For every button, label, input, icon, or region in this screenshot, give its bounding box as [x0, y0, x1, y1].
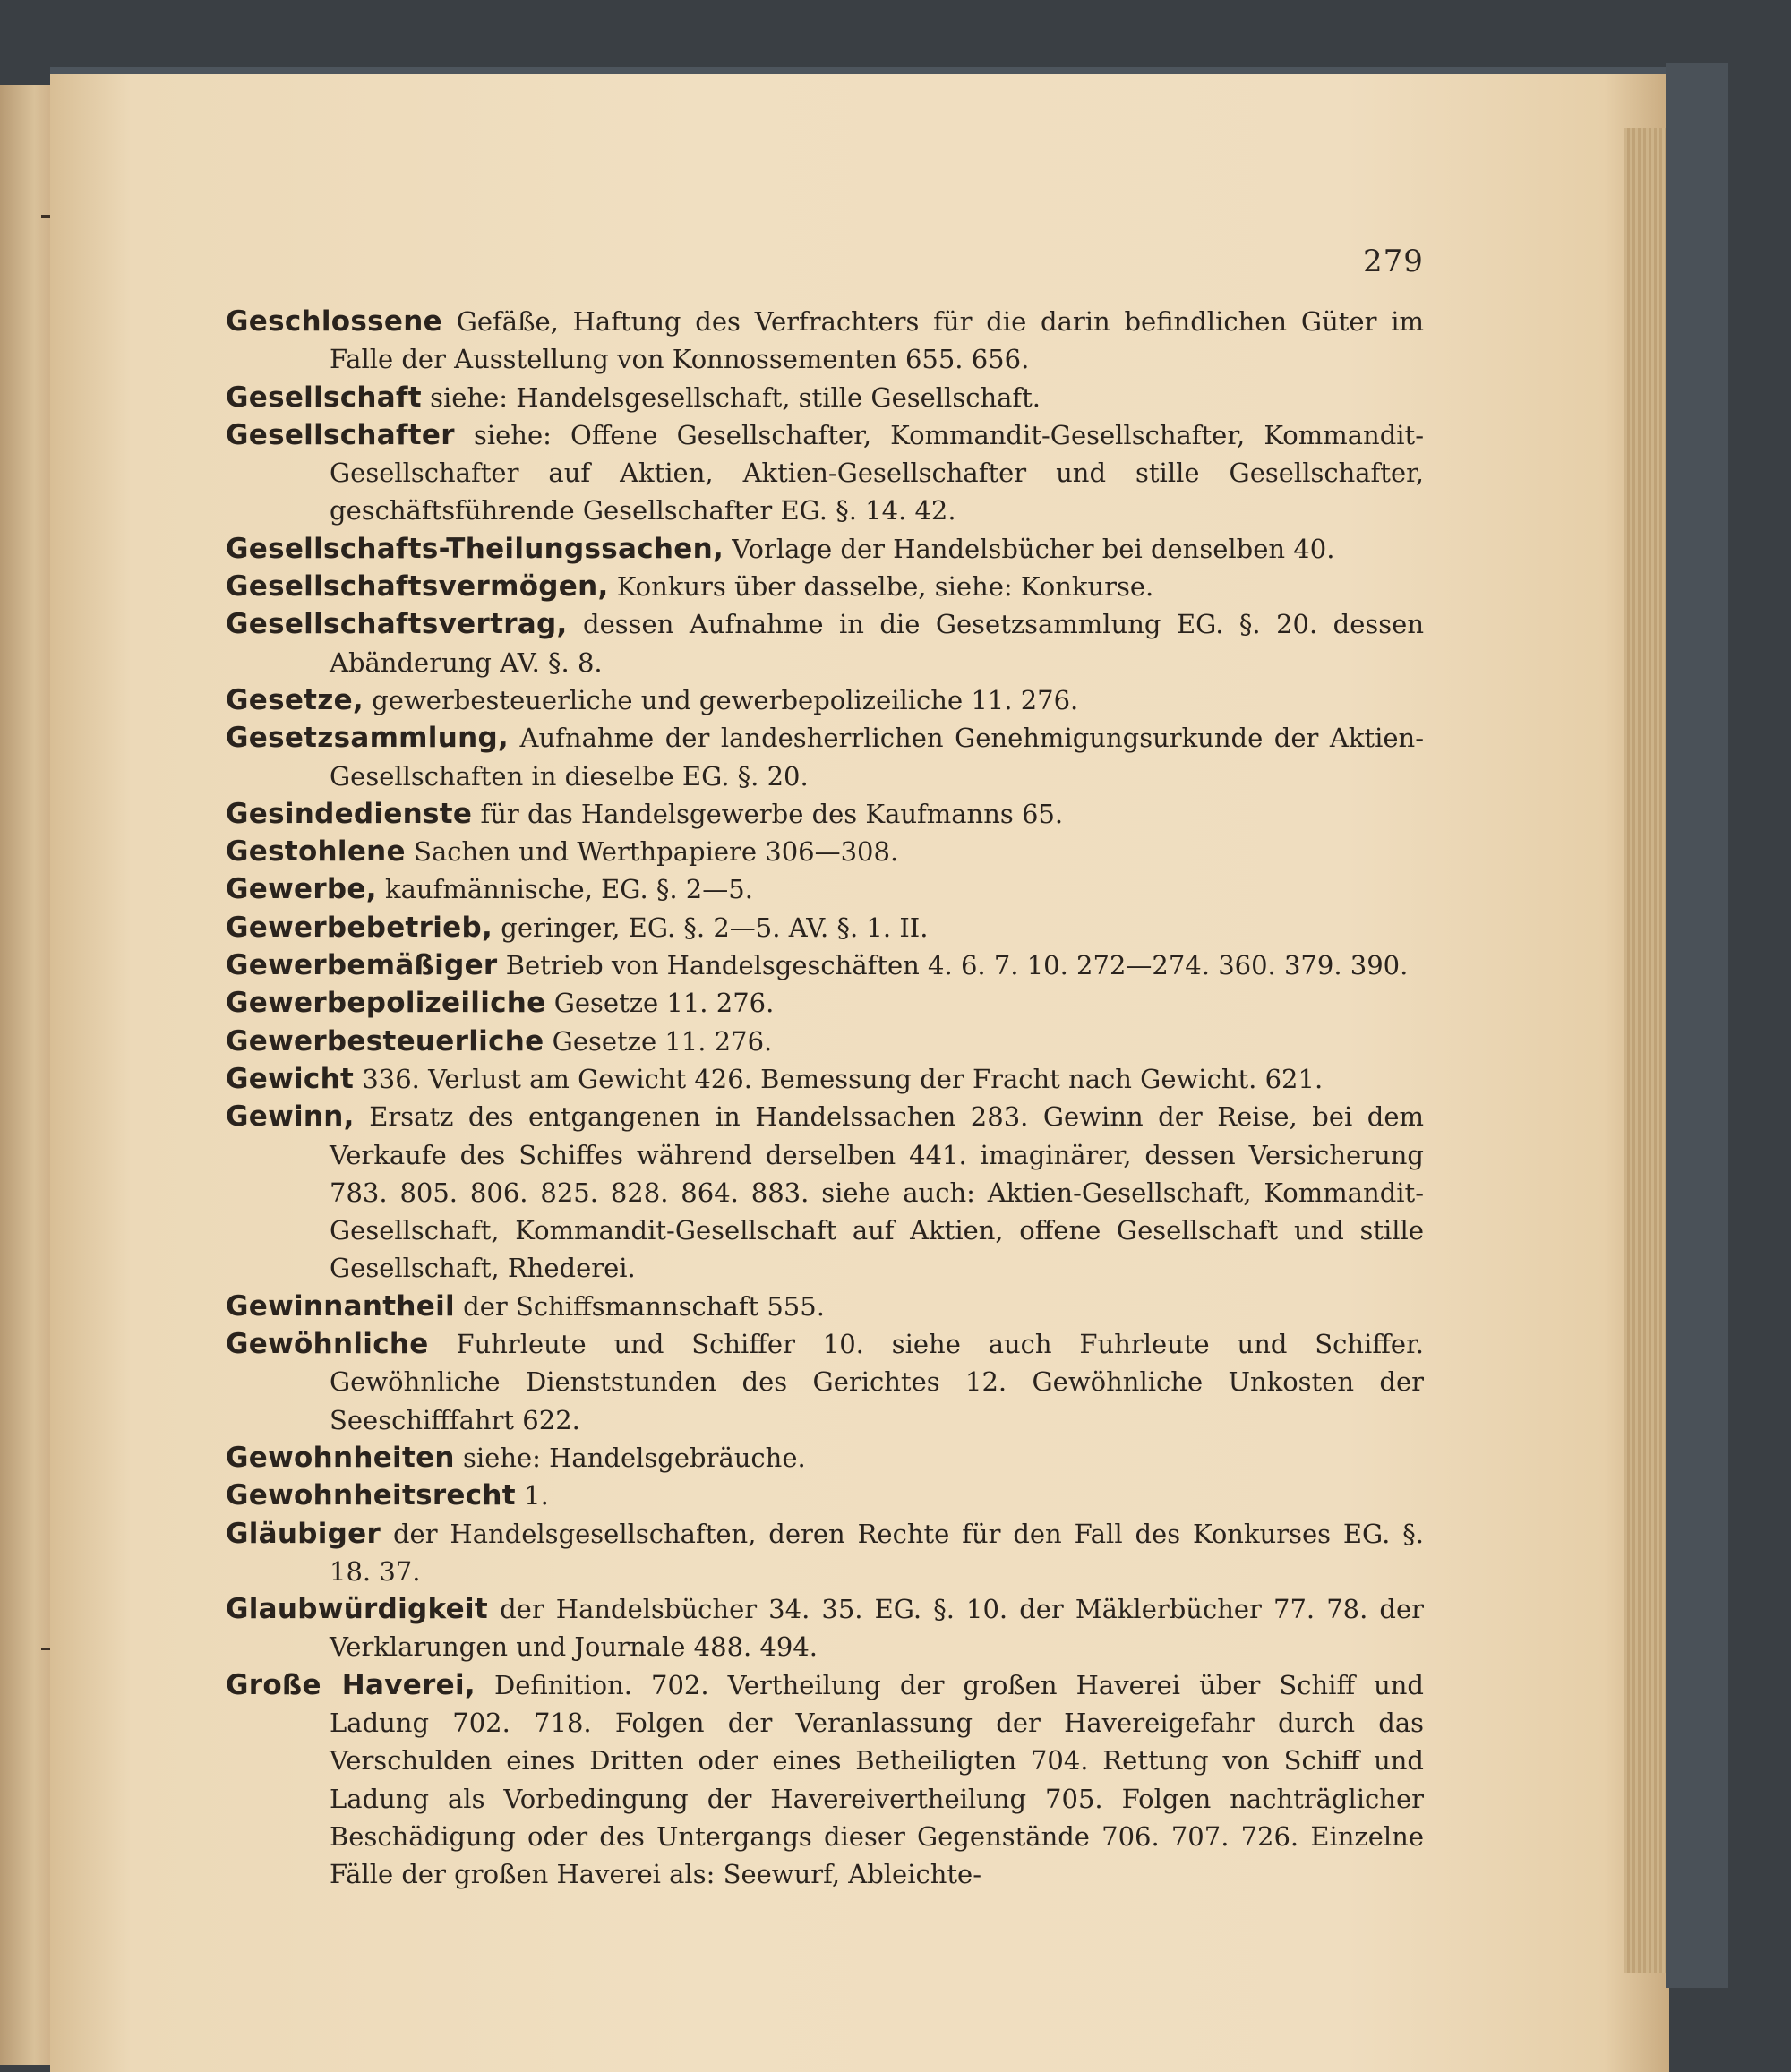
index-entry	[226, 1590, 1424, 1666]
entry-text: Betrieb von Handelsgeschäften 4. 6. 7. 10. 272—274. 360. 379. 390.	[497, 950, 1409, 981]
page-number: 279	[1363, 244, 1424, 279]
index-entry	[226, 870, 1424, 908]
entry-text: der Handelsbücher 34. 35. EG. §. 10. der Mäklerbücher 77. 78. der Verklarungen und Journale 488. 494.	[330, 1594, 1424, 1663]
index-entry	[226, 833, 1424, 870]
entry-keyword: Gläubiger	[226, 1517, 381, 1550]
entry-text: gewerbesteuerliche und gewerbepolizeiliche 11. 276.	[364, 684, 1079, 715]
index-entry	[226, 984, 1424, 1022]
index-entry	[226, 681, 1424, 719]
entry-keyword: Geschlossene	[226, 305, 442, 338]
entry-keyword: Gewerbesteuerliche	[226, 1024, 544, 1057]
index-entry	[226, 909, 1424, 946]
entry-keyword: Gewinnantheil	[226, 1289, 455, 1323]
entry-text: 1.	[515, 1480, 549, 1511]
entry-text: der Schiffsmannschaft 555.	[454, 1290, 825, 1322]
index-entry	[226, 568, 1424, 605]
entry-keyword: Gewinn,	[226, 1100, 355, 1134]
index-entry	[226, 1439, 1424, 1477]
entry-text: geringer, EG. §. 2—5. AV. §. 1. II.	[493, 912, 929, 943]
entry-keyword: Gesindedienste	[226, 797, 473, 830]
index-entry	[226, 416, 1424, 530]
index-entry	[226, 303, 1424, 379]
index-entry	[226, 379, 1424, 416]
entry-text: siehe: Handelsgebräuche.	[454, 1442, 806, 1473]
index-entries	[226, 303, 1424, 1893]
entry-text: Fuhrleute und Schiffer 10. siehe auch Fuhrleute und Schiffer. Gewöhnliche Dienststunden des Gerichtes 12. Gewöhnliche Unkosten der Seeschifffahrt 622.	[330, 1329, 1424, 1435]
entry-text: kaufmännische, EG. §. 2—5.	[376, 874, 753, 905]
entry-text: 336. Verlust am Gewicht 426. Bemessung der Fracht nach Gewicht. 621.	[354, 1063, 1324, 1094]
entry-keyword: Gewicht	[226, 1062, 355, 1095]
entry-text: Gefäße, Haftung des Verfrachters für die darin befindlichen Güter im Falle der Ausstellung von Konnossementen 655. 656.	[330, 306, 1424, 375]
index-entry	[226, 1098, 1424, 1287]
index-entry	[226, 1060, 1424, 1098]
entry-keyword: Gewerbemäßiger	[226, 949, 498, 982]
book-cover-edge	[1666, 63, 1728, 1988]
entry-keyword: Gesellschaftsvertrag,	[226, 608, 568, 641]
index-entry	[226, 946, 1424, 984]
entry-text: der Handelsgesellschaften, deren Rechte für den Fall des Konkurses EG. §. 18. 37.	[330, 1518, 1424, 1587]
entry-keyword: Gesellschafter	[226, 418, 455, 451]
page-stack-edge	[1624, 128, 1669, 1973]
entry-text: Konkurs über dasselbe, siehe: Konkurse.	[608, 571, 1154, 603]
entry-keyword: Glaubwürdigkeit	[226, 1593, 489, 1626]
entry-text: Sachen und Werthpapiere 306—308.	[405, 836, 899, 868]
entry-text: siehe: Offene Gesellschafter, Kommandit-Gesellschafter, Kommandit-Gesellschafter auf Aktien, Aktien-Gesellschafter und stille Gesellschafter, geschäftsführende Gesellschafter EG. §. 14. 42.	[330, 419, 1424, 527]
entry-keyword: Gewohnheiten	[226, 1441, 455, 1474]
entry-text: Gesetze 11. 276.	[545, 988, 775, 1019]
entry-text: Gesetze 11. 276.	[544, 1025, 773, 1057]
entry-keyword: Gesellschaftsvermögen,	[226, 570, 609, 604]
index-entry	[226, 1023, 1424, 1060]
entry-keyword: Gewerbepolizeiliche	[226, 987, 546, 1020]
index-entry	[226, 719, 1424, 795]
entry-keyword: Große Haverei,	[226, 1668, 476, 1701]
entry-text: dessen Aufnahme in die Gesetzsammlung EG. §. 20. dessen Abänderung AV. §. 8.	[330, 609, 1424, 678]
entry-keyword: Gestohlene	[226, 835, 406, 869]
index-entry	[226, 1515, 1424, 1591]
entry-keyword: Gewerbe,	[226, 873, 377, 906]
entry-text: Vorlage der Handelsbücher bei denselben 40.	[724, 533, 1335, 564]
entry-keyword: Gewohnheitsrecht	[226, 1479, 516, 1512]
entry-keyword: Gesellschafts-Theilungssachen,	[226, 532, 724, 565]
index-entry	[226, 1666, 1424, 1894]
entry-text: für das Handelsgewerbe des Kaufmanns 65.	[472, 798, 1064, 829]
entry-text: Aufnahme der landesherrlichen Genehmigungsurkunde der Aktien-Gesellschaften in dieselbe EG. §. 20.	[330, 723, 1424, 792]
index-entry	[226, 795, 1424, 833]
entry-keyword: Gesellschaft	[226, 381, 422, 414]
entry-keyword: Gewerbebetrieb,	[226, 911, 493, 944]
index-entry	[226, 605, 1424, 681]
entry-text: Definition. 702. Vertheilung der großen Haverei über Schiff und Ladung 702. 718. Folgen der Veranlassung der Havereigefahr durch das Verschulden eines Dritten oder eines Betheiligten 704. Rettung von Schiff und Ladung als Vorbedingung der Havereivertheilung 705. Folgen nachträglicher Beschädigung oder des Untergangs dieser Gegenstände 706. 707. 726. Einzelne Fälle der großen Haverei als: Seewurf, Ableichte-	[330, 1669, 1424, 1890]
index-entry	[226, 530, 1424, 568]
entry-text: Ersatz des entgangenen in Handelssachen 283. Gewinn der Reise, bei dem Verkaufe des Schiffes während derselben 441. imaginärer, dessen Versicherung 783. 805. 806. 825. 828. 864. 883. siehe auch: Aktien-Gesellschaft, Kommandit-Gesellschaft, Kommandit-Gesellschaft auf Aktien, offene Gesellschaft und stille Gesellschaft, Rhederei.	[330, 1101, 1424, 1284]
entry-keyword: Gewöhnliche	[226, 1328, 429, 1361]
index-entry	[226, 1288, 1424, 1325]
index-entry	[226, 1325, 1424, 1439]
index-entry	[226, 1477, 1424, 1514]
entry-text: siehe: Handelsgesellschaft, stille Gesellschaft.	[421, 381, 1041, 413]
entry-keyword: Gesetze,	[226, 683, 364, 716]
entry-keyword: Gesetzsammlung,	[226, 722, 510, 755]
